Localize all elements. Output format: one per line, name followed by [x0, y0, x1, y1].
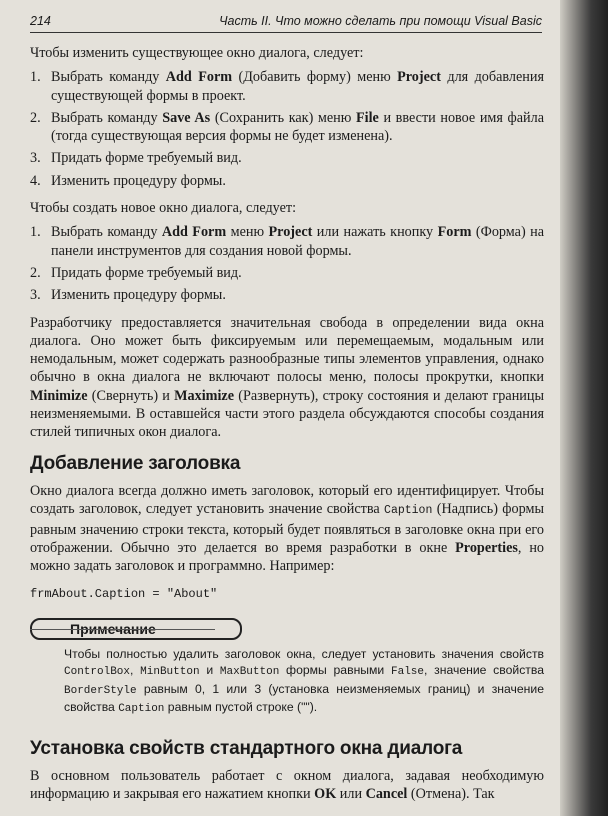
item-text: Выбрать команду — [51, 69, 166, 86]
note-rule — [30, 629, 215, 630]
item-text: Выбрать команду — [51, 224, 162, 241]
running-header — [30, 10, 542, 33]
section-heading: Добавление заголовка — [30, 452, 241, 474]
modify-steps — [30, 68, 544, 190]
text-run: или — [336, 786, 366, 803]
page-number: 214 — [30, 14, 51, 28]
text-run: В основном пользователь работает с окном диалога, задавая необходимую информацию и закрывая его нажатием кнопки — [30, 768, 544, 803]
item-number: 3. — [30, 287, 41, 304]
code-sample: frmAbout.Caption = "About" — [30, 587, 218, 602]
item-text: (Форма) на панели инструментов для создания новой формы. — [51, 224, 545, 259]
menu-name: Project — [268, 224, 313, 241]
section-heading: Установка свойств стандартного окна диалога — [30, 737, 463, 759]
property-name: Caption — [384, 504, 433, 518]
text-run: , но можно задать заголовок и программно. Например: — [30, 539, 545, 575]
item-text: и ввести новое имя файла (тогда существующая версия формы не будет изменена). — [51, 109, 544, 145]
property-name: MaxButton — [219, 666, 280, 679]
item-text: Придать форме требуемый вид. — [51, 150, 242, 167]
window-name: Properties — [455, 539, 518, 556]
item-text: Придать форме требуемый вид. — [51, 264, 242, 281]
text-run: (Надпись) формы равным значению строки текста, который будет появляться в заголовке окна при его отображении. Обычно это делается во время разработки в окне — [30, 501, 544, 556]
item-text: Изменить процедуру формы. — [51, 287, 226, 304]
menu-name: File — [356, 109, 379, 126]
property-name: MinButton — [140, 666, 200, 679]
book-spine-shadow — [560, 0, 608, 816]
item-text: для добавления существующей формы в проект. — [51, 69, 544, 104]
create-steps — [30, 223, 544, 304]
list-item — [30, 286, 544, 304]
button-name: Cancel — [365, 786, 408, 803]
item-text: Выбрать команду — [51, 109, 163, 126]
chapter-title: Часть II. Что можно сделать при помощи Visual Basic — [219, 14, 542, 28]
text-run: , значение свойства — [424, 663, 544, 678]
menu-command: Add Form — [161, 224, 227, 241]
property-name: Caption — [118, 703, 165, 716]
list-item — [30, 264, 544, 282]
property-name: BorderStyle — [64, 684, 137, 697]
button-name: Maximize — [174, 387, 235, 404]
text-run: Чтобы полностью удалить заголовок окна, следует установить значения свойств — [64, 646, 544, 661]
item-number: 3. — [30, 150, 41, 167]
text-run: (Свернуть) и — [87, 387, 175, 404]
property-name: ControlBox — [64, 666, 131, 679]
text-run: , — [130, 663, 141, 678]
menu-command: Save As — [162, 109, 211, 126]
text-run: (Отмена). Так — [407, 786, 495, 803]
note-label: Примечание — [30, 618, 242, 640]
text-run: и — [199, 663, 220, 678]
note-text — [64, 646, 544, 718]
item-number: 1. — [30, 224, 41, 241]
button-name: Minimize — [30, 387, 88, 404]
item-number: 4. — [30, 172, 41, 189]
property-value: False — [391, 666, 425, 679]
body-paragraph — [30, 767, 544, 804]
item-text: или нажать кнопку — [312, 224, 438, 241]
text-run: (Развернуть), строку состояния и делают границы неизменяемыми. В оставшейся части этого раздела обсуждаются способы создания стилей типичных окон диалога. — [30, 387, 544, 441]
menu-name: Project — [397, 69, 441, 86]
item-text: (Сохранить как) меню — [210, 109, 356, 126]
text-run: равным 0, 1 или 3 (установка неизменяемых границ) и значение свойства — [64, 681, 544, 715]
body-paragraph — [30, 314, 544, 442]
list-item — [30, 223, 544, 260]
menu-command: Add Form — [165, 69, 233, 86]
item-number: 2. — [30, 109, 41, 126]
create-intro: Чтобы создать новое окно диалога, следует: — [30, 200, 297, 217]
list-item — [30, 149, 544, 167]
text-run: Разработчику предоставляется значительная свобода в определении вида окна диалога. Оно может быть фиксируемым или перемещаемым, модальным или немодальным, может содержать разнообразные типы элементов управления, однако обычно в окна диалога не включают полосы меню, полосы прокрутки, кнопки — [30, 314, 544, 386]
text-run: формы равными — [279, 663, 391, 678]
body-paragraph — [30, 482, 544, 575]
page-content — [30, 44, 544, 804]
button-name: OK — [314, 786, 337, 803]
note-box — [30, 618, 544, 718]
item-text: меню — [226, 224, 269, 241]
button-name: Form — [437, 224, 472, 241]
item-number: 2. — [30, 264, 41, 281]
item-number: 1. — [30, 69, 41, 86]
text-run: равным пустой строке (""). — [164, 700, 318, 715]
list-item — [30, 172, 544, 190]
modify-intro: Чтобы изменить существующее окно диалога, следует: — [30, 45, 364, 61]
list-item — [30, 68, 544, 105]
item-text: (Добавить форму) меню — [232, 69, 398, 86]
list-item — [30, 109, 544, 146]
item-text: Изменить процедуру формы. — [51, 172, 226, 189]
text-run: Окно диалога всегда должно иметь заголовок, который его идентифицирует. Чтобы создать заголовок, следует установить значение свойства — [30, 482, 544, 518]
